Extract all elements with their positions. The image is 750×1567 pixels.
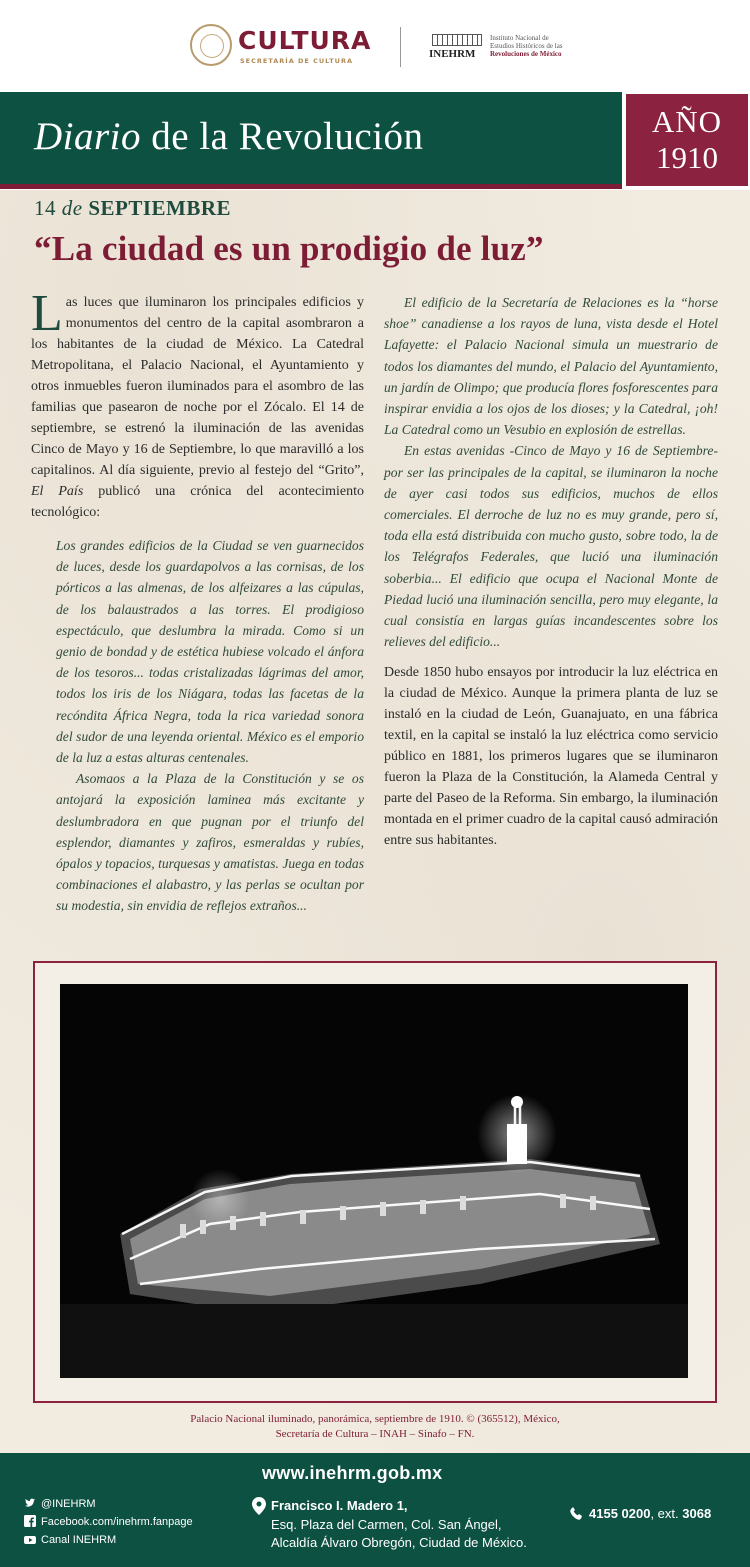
intro-paragraph bbox=[31, 285, 364, 523]
quote-paragraph-3: El edificio de la Secretaría de Relaciones es la “horse shoe” canadiense a los rayos de luna, vista desde el Hotel Lafayette: el Palacio Nacional simula un muestrario de todos los diamantes del mundo, el Palacio del Ayuntamiento, un jardín de Olimpo; que producía flores fosforescentes para inspirar envidia a los ojos de los dioses; y la Catedral, ¡oh! La Catedral como un Vesubio en explosión de estrellas. bbox=[384, 295, 718, 438]
header-divider bbox=[400, 27, 401, 67]
cultura-logo-subtitle: SECRETARÍA DE CULTURA bbox=[240, 57, 353, 65]
facebook-icon bbox=[24, 1515, 36, 1527]
article-headline: “La ciudad es un prodigio de luz” bbox=[34, 229, 544, 268]
banner-title-italic: Diario bbox=[34, 115, 142, 158]
year-label: AÑO bbox=[651, 104, 723, 139]
address-line-3: Alcaldía Álvaro Obregón, Ciudad de México. bbox=[271, 1535, 527, 1550]
drop-cap: L bbox=[31, 285, 63, 342]
youtube-link[interactable] bbox=[24, 1533, 116, 1546]
caption-line-1: Palacio Nacional iluminado, panorámica, septiembre de 1910. © (365512), México, bbox=[190, 1413, 560, 1425]
youtube-icon bbox=[24, 1533, 36, 1545]
quote-paragraph-1: Los grandes edificios de la Ciudad se ven guarnecidos de luces, desde los guardapolvos a las cornisas, de los pórticos a las almenas, de los alfeizares a las cúpulas, de los balaustrados a las torres. El prodigioso espectáculo, que deslumbra la mirada. Como si un genio de bondad y de estética hubiese volcado el ánfora de los tesoros... todas cristalizadas lágrimas del amor, todos los iris de los Niágara, todas las facetas de la recóndita África Negra, toda la rica variedad sonora del sudor de una leyenda oriental. México es el emporio de la luz a estas alturas centenales. bbox=[56, 538, 364, 766]
phone-ext-number: 3068 bbox=[682, 1506, 712, 1521]
address-street: Francisco I. Madero 1, bbox=[271, 1498, 408, 1513]
inehrm-building-icon bbox=[432, 34, 482, 46]
palacio-nacional-photo bbox=[60, 984, 688, 1378]
right-column bbox=[384, 292, 718, 851]
closing-paragraph: Desde 1850 hubo ensayos por introducir la luz eléctrica en la ciudad de México. Aunque la primera planta de luz se instaló en la ciudad de León, Guanajuato, en una fábrica textil, en la capital se instaló la luz eléctrica como servicio público en 1881, los primeros lugares que se iluminaron fueron la Plaza de la Constitución, la Alameda Central y parte del Paseo de la Reforma. Sin embargo, la iluminación montada en el primer cuadro de la capital causó admiración entre sus habitantes. bbox=[384, 665, 718, 849]
date-day: 14 bbox=[34, 196, 56, 220]
palacio-illuminated-illustration bbox=[60, 984, 688, 1378]
quote-block-left bbox=[56, 535, 364, 917]
intro-newspaper: El País bbox=[31, 484, 84, 499]
inehrm-name-line-2: Estudios Históricos de las bbox=[490, 42, 563, 50]
inehrm-logo-text: INEHRM bbox=[429, 48, 476, 60]
facebook-link[interactable] bbox=[24, 1515, 193, 1528]
location-pin-icon bbox=[252, 1497, 266, 1515]
year-value: 1910 bbox=[656, 140, 718, 175]
phone-ext-label: , ext. bbox=[650, 1506, 683, 1521]
photo-caption bbox=[0, 1412, 750, 1442]
website-link[interactable]: www.inehrm.gob.mx bbox=[262, 1463, 443, 1483]
phone-icon bbox=[570, 1507, 583, 1520]
inehrm-full-name bbox=[490, 34, 580, 58]
cultura-logo-text: CULTURA bbox=[238, 26, 372, 55]
twitter-handle: @INEHRM bbox=[41, 1498, 96, 1510]
quote-block-right bbox=[384, 292, 718, 652]
article-date bbox=[34, 196, 231, 221]
phone-block[interactable] bbox=[570, 1506, 711, 1521]
date-de: de bbox=[61, 196, 83, 220]
address-block bbox=[271, 1497, 527, 1553]
quote-paragraph-4: En estas avenidas -Cinco de Mayo y 16 de Septiembre- por ser las principales de la capital, se iluminaron la noche de ayer casi todos sus edificios, muchos de ellos comerciales. El derroche de luz no es muy grande, pero sí, toda ella está distribuida con mucho gusto, sobre todo, la de los Telégrafos Federales, que lució una iluminación soberbia... El edificio que ocupa el Nacional Monte de Piedad lució una iluminación sencilla, pero muy elegante, la cual consistía en largas guías incandescentes sobre los relieves del edificio... bbox=[384, 443, 718, 650]
address-line-2: Esq. Plaza del Carmen, Col. San Ángel, bbox=[271, 1516, 502, 1532]
phone-number: 4155 0200 bbox=[589, 1506, 651, 1521]
date-month: SEPTIEMBRE bbox=[88, 196, 232, 220]
inehrm-name-line-3: Revoluciones de México bbox=[490, 50, 562, 58]
facebook-url: Facebook.com/inehrm.fanpage bbox=[41, 1516, 193, 1528]
inehrm-name-line-1: Instituto Nacional de bbox=[490, 34, 549, 42]
caption-line-2: Secretaría de Cultura – INAH – Sinafo – FN. bbox=[275, 1428, 475, 1440]
twitter-link[interactable] bbox=[24, 1497, 96, 1510]
left-column bbox=[31, 285, 364, 917]
coat-of-arms-icon bbox=[190, 24, 232, 66]
year-box bbox=[626, 94, 748, 186]
banner-title bbox=[34, 114, 424, 159]
twitter-icon bbox=[24, 1497, 36, 1509]
banner-title-rest: de la Revolución bbox=[141, 115, 424, 158]
intro-text-a: as luces que iluminaron los principales edificios y monumentos del centro de la capital asombraron a los habitantes de la ciudad de México. La Catedral Metropolitana, el Palacio Nacional, el Ayuntamiento y otros inmuebles fueron iluminados para el asombro de las familias que pasearon de noche por el Zócalo. El 14 de septiembre, se estrenó la iluminación de las avenidas Cinco de Mayo y 16 de Septiembre, lo que maravilló a los capitalinos. Al día siguiente, previo al festejo del “Grito”, bbox=[31, 295, 364, 478]
top-header bbox=[0, 0, 750, 92]
youtube-channel: Canal INEHRM bbox=[41, 1534, 117, 1546]
quote-paragraph-2: Asomaos a la Plaza de la Constitución y se os antojará la exposición laminea más excitante y deslumbradora en que pugnan por el triunfo del esplendor, diamantes y zafiros, esmeraldas y rubíes, ópalos y topacios, turquesas y amatistas. Juega en todas combinaciones el alabastro, y las perlas se ocultan por su modestia, sin envidia de reflejos extraños... bbox=[56, 771, 364, 914]
intro-text-b: publicó una crónica del acontecimiento tecnológico: bbox=[31, 484, 364, 520]
